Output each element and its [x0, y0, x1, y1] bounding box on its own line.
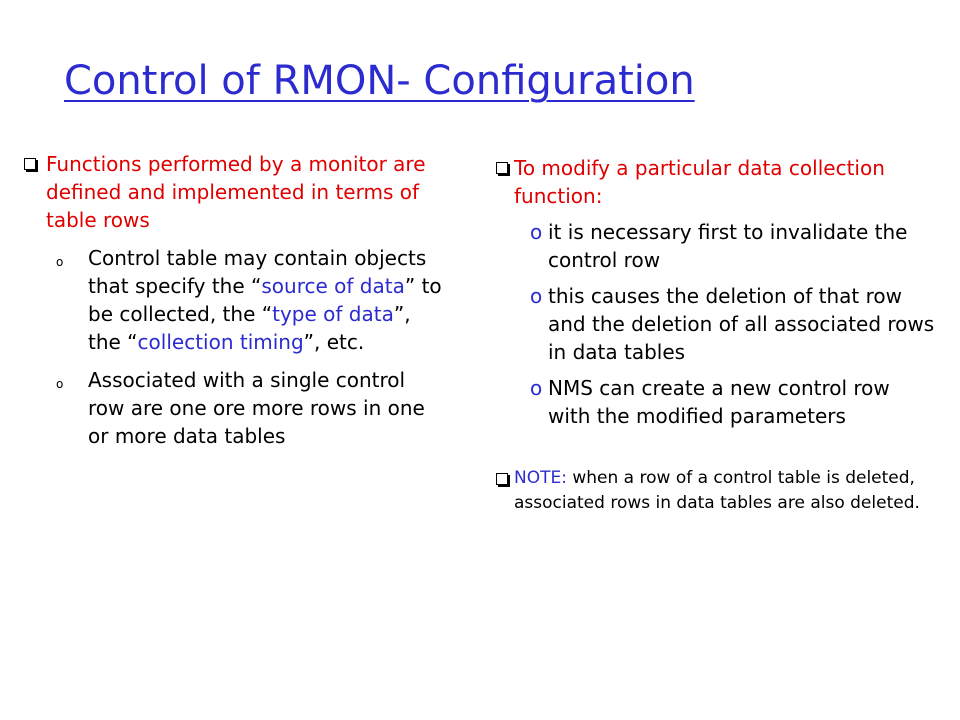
note-bullet	[496, 466, 936, 516]
note-text: when a row of a control table is deleted, associated rows in data tables are also deleted.	[514, 468, 920, 513]
circle-bullet-icon: o	[530, 376, 543, 400]
sub1-text-2: ” to be collected, the “	[88, 274, 442, 326]
circle-bullet-icon: o	[56, 377, 64, 391]
sub1-highlight-type: type of data	[272, 302, 394, 326]
right-sub-bullet-1	[496, 218, 936, 274]
right-sub-bullet-2	[496, 282, 936, 366]
square-bullet-icon	[24, 158, 36, 170]
left-sub-bullet-2	[22, 366, 442, 450]
right-sub-text-2: this causes the deletion of that row and the deletion of all associated rows in data tables	[548, 284, 935, 364]
left-sub-bullet-1	[22, 244, 442, 356]
left-column	[22, 150, 442, 450]
sub1-highlight-source: source of data	[261, 274, 405, 298]
right-main-text: To modify a particular data collection function:	[514, 156, 885, 208]
slide-title: Control of RMON- Configuration	[64, 58, 695, 104]
circle-bullet-icon: o	[530, 284, 543, 308]
note-label: NOTE:	[514, 468, 567, 488]
sub1-text-3: ”, the “	[88, 302, 411, 354]
circle-bullet-icon: o	[530, 220, 543, 244]
right-sub-bullet-3	[496, 374, 936, 430]
square-bullet-icon	[496, 473, 508, 485]
right-sub-text-1: it is necessary first to invalidate the control row	[548, 220, 908, 272]
circle-bullet-icon: o	[56, 255, 64, 269]
sub2-text: Associated with a single control row are one ore more rows in one or more data tables	[88, 368, 425, 448]
right-sub-text-3: NMS can create a new control row with the modified parameters	[548, 376, 890, 428]
sub1-highlight-timing: collection timing	[137, 330, 304, 354]
left-main-text: Functions performed by a monitor are defined and implemented in terms of table rows	[46, 152, 426, 232]
left-main-bullet	[22, 150, 442, 234]
right-column	[496, 154, 936, 516]
right-main-bullet	[496, 154, 936, 210]
square-bullet-icon	[496, 162, 508, 174]
sub1-text-1: Control table may contain objects that specify the “	[88, 246, 427, 298]
sub1-text-4: ”, etc.	[303, 330, 365, 354]
